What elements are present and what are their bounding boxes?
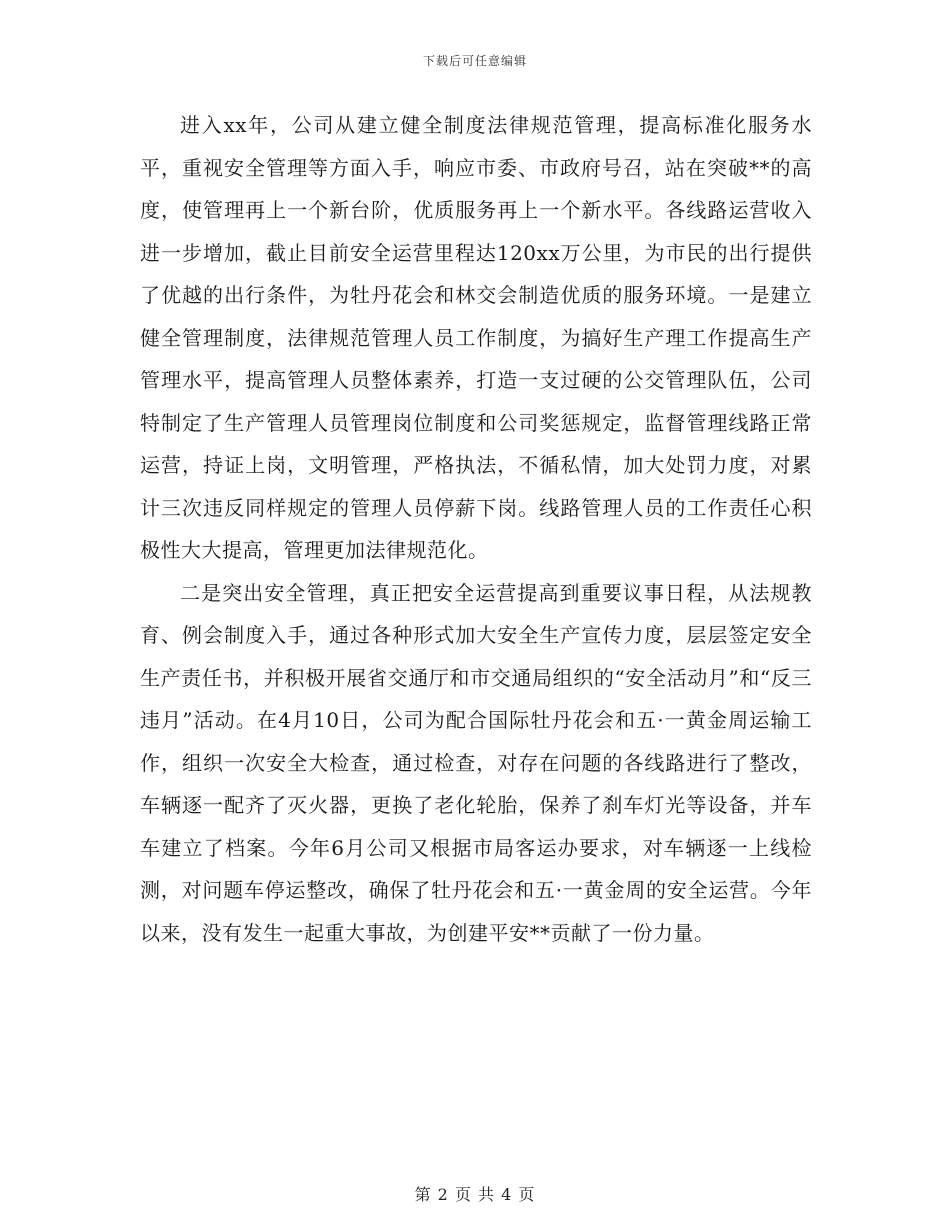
- page-number: 第 2 页 共 4 页: [414, 1185, 536, 1204]
- paragraph-2: 二是突出安全管理，真正把安全运营提高到重要议事日程，从法规教育、例会制度入手，通过各种形式加大安全生产宣传力度，层层签定安全生产责任书，并积极开展省交通厅和市交通局组织的“安全活动月”和“反三违月”活动。在4月10日，公司为配合国际牡丹花会和五·一黄金周运输工作，组织一次安全大检查，通过检查，对存在问题的各线路进行了整改，车辆逐一配齐了灭火器，更换了老化轮胎，保养了刹车灯光等设备，并车车建立了档案。今年6月公司又根据市局客运办要求，对车辆逐一上线检测，对问题车停运整改，确保了牡丹花会和五·一黄金周的安全运营。今年以来，没有发生一起重大事故，为创建平安**贡献了一份力量。: [140, 580, 812, 945]
- page-header: 下载后可任意编辑: [422, 54, 527, 68]
- paragraph-1: 进入xx年，公司从建立健全制度法律规范管理，提高标准化服务水平，重视安全管理等方面入手，响应市委、市政府号召，站在突破**的高度，使管理再上一个新台阶，优质服务再上一个新水平。各线路运营收入进一步增加，截止目前安全运营里程达120xx万公里，为市民的出行提供了优越的出行条件，为牡丹花会和林交会制造优质的服务环境。一是建立健全管理制度，法律规范管理人员工作制度，为搞好生产理工作提高生产管理水平，提高管理人员整体素养，打造一支过硬的公交管理队伍，公司特制定了生产管理人员管理岗位制度和公司奖惩规定，监督管理线路正常运营，持证上岗，文明管理，严格执法，不循私情，加大处罚力度，对累计三次违反同样规定的管理人员停薪下岗。线路管理人员的工作责任心积极性大大提高，管理更加法律规范化。: [140, 113, 812, 562]
- document-body: [140, 104, 812, 954]
